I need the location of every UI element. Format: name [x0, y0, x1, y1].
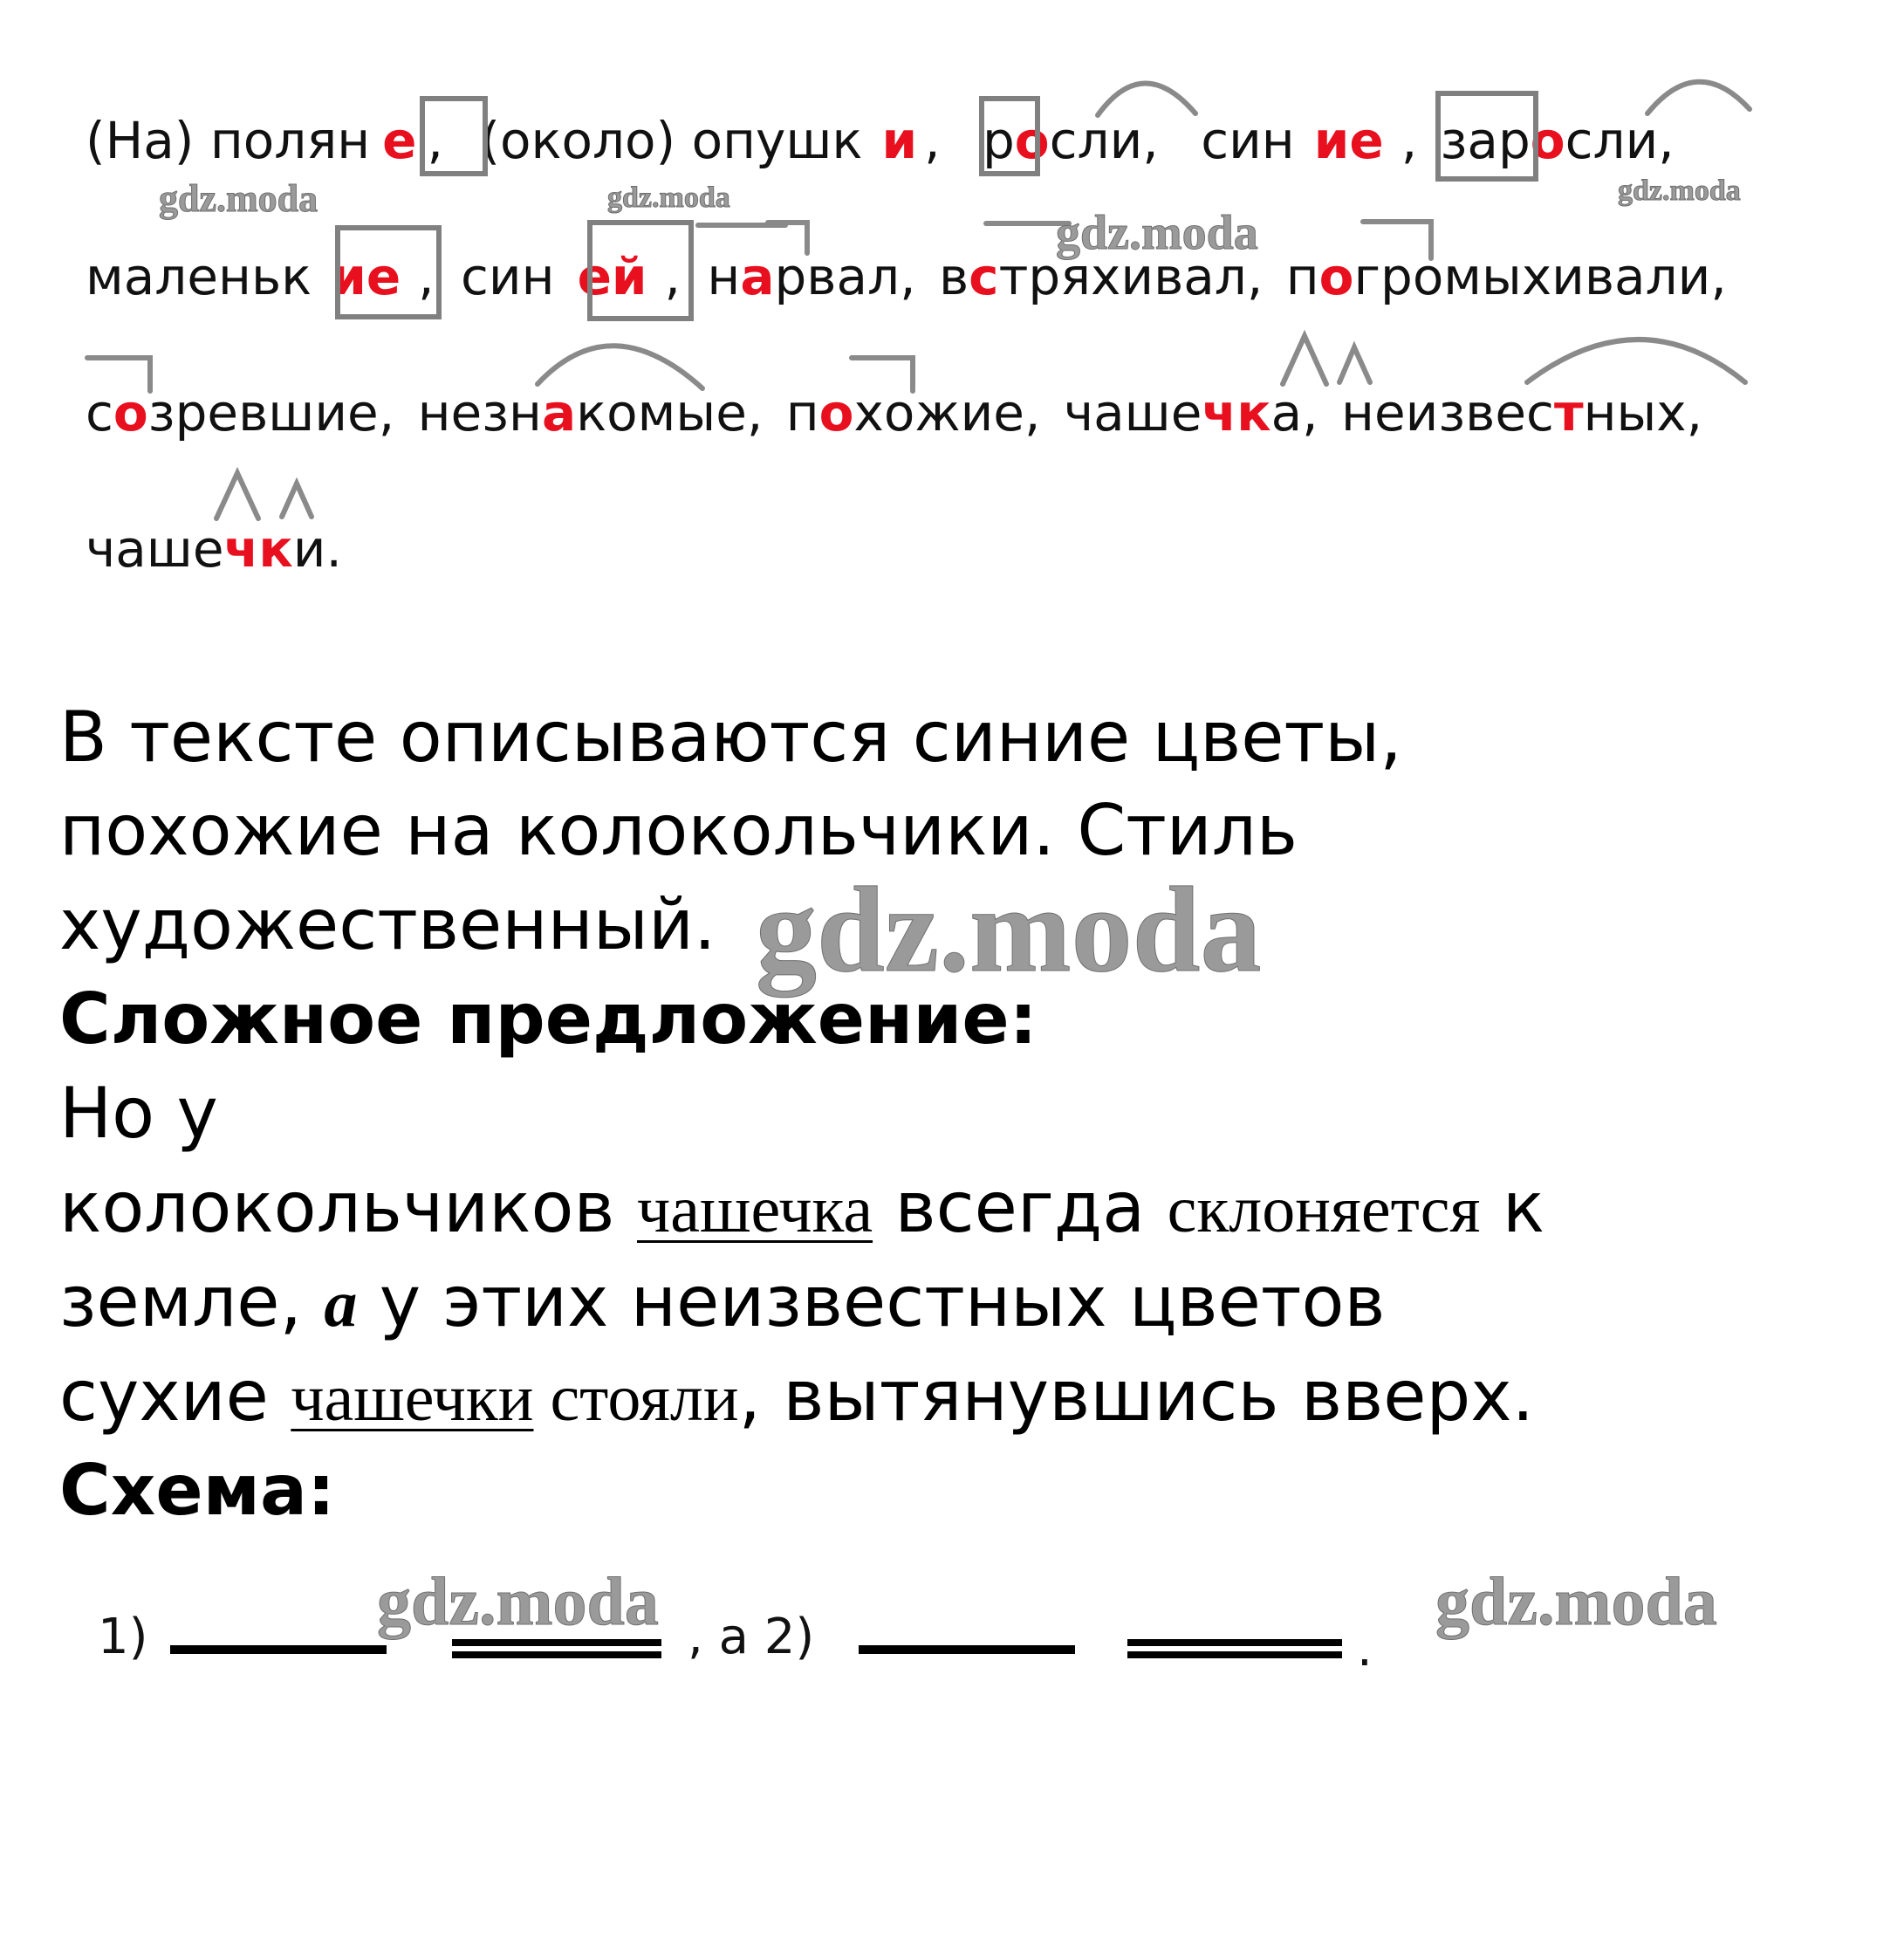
word: зревшие,	[147, 383, 395, 443]
word: и.	[292, 519, 342, 579]
morpheme-marks	[0, 0, 1904, 611]
root-vowel: о	[1014, 111, 1050, 170]
subject-line	[859, 1645, 1075, 1654]
sentence-line-1: Но у	[59, 1073, 218, 1154]
subject-chashechka: чашечка	[637, 1173, 873, 1246]
word: с	[86, 383, 113, 443]
watermark: gdz.moda	[1618, 175, 1741, 207]
predicate-double-line	[452, 1639, 661, 1658]
watermark: gdz.moda	[756, 862, 1262, 998]
conjunction-a: а	[324, 1267, 358, 1341]
word: сли,	[1565, 111, 1675, 170]
prefix-bracket	[87, 358, 150, 391]
prefix-bracket	[1363, 222, 1431, 258]
heading-complex-sentence: Сложное предложение:	[59, 978, 1038, 1060]
word: рвал,	[774, 247, 916, 306]
sentence-word: земле,	[59, 1261, 325, 1342]
watermark: gdz.moda	[607, 182, 730, 214]
ending-highlight: е	[382, 111, 417, 170]
sentence-word: к	[1480, 1167, 1545, 1248]
root-vowel: а	[541, 383, 577, 443]
sentence-word: сухие	[59, 1355, 291, 1437]
description-line-3: художественный.	[59, 884, 716, 965]
alternation-mark	[216, 473, 258, 518]
word: син	[461, 247, 555, 306]
word: незн	[417, 383, 542, 443]
prefix-vowel: о	[818, 383, 854, 443]
word: ,	[418, 247, 435, 306]
watermark: gdz.moda	[159, 177, 318, 220]
description-line-1: В тексте описываются синие цветы,	[59, 696, 1402, 778]
scheme-label-2: , а 2)	[688, 1609, 815, 1665]
word: ,	[924, 111, 941, 170]
word: чаше	[86, 519, 224, 579]
prefix-vowel: о	[1318, 247, 1354, 306]
word: ,	[664, 247, 681, 306]
word: хожие,	[853, 383, 1041, 443]
alternation-consonants: чк	[223, 519, 293, 579]
description-line-2: похожие на колокольчики. Стиль	[59, 790, 1298, 871]
root-arc	[1098, 83, 1195, 115]
prefix-vowel: о	[113, 383, 148, 443]
ending-highlight: ие	[331, 247, 401, 306]
root-arc	[1647, 82, 1750, 113]
word: сли,	[1049, 111, 1159, 170]
root-arc	[538, 346, 702, 388]
root-arc	[1527, 340, 1745, 382]
subject-line	[170, 1645, 387, 1654]
watermark: gdz.moda	[1056, 206, 1258, 260]
scheme-label-1: 1)	[98, 1609, 148, 1665]
word: а,	[1270, 383, 1318, 443]
ending-highlight: ей	[577, 247, 647, 306]
prefix-vowel: а	[740, 247, 775, 306]
sentence-line-3	[59, 1261, 1386, 1342]
sentence-word: у этих неизвестных цветов	[357, 1261, 1386, 1342]
word: н	[707, 247, 741, 306]
word: п	[785, 383, 819, 443]
sentence-word: , вытянувшись вверх.	[738, 1355, 1535, 1437]
alternation-mark	[1283, 336, 1326, 384]
word: громыхивали,	[1353, 247, 1727, 306]
word: (На) полян	[86, 111, 371, 170]
watermark: gdz.moda	[377, 1563, 659, 1639]
root-vowel: о	[1530, 111, 1565, 170]
word: ,	[1401, 111, 1418, 170]
word: ,	[427, 111, 443, 170]
word: п	[1285, 247, 1319, 306]
word: ных,	[1583, 383, 1703, 443]
ending-highlight: и	[881, 111, 918, 170]
predicate-double-line	[1127, 1639, 1342, 1658]
alternation-consonants: чк	[1202, 383, 1271, 443]
word: неизвес	[1341, 383, 1554, 443]
scheme-end-period: .	[1357, 1621, 1373, 1678]
word: маленьк	[86, 247, 312, 306]
word: чаше	[1063, 383, 1202, 443]
prefix-bracket	[852, 358, 913, 391]
prefix-consonant: с	[969, 247, 999, 306]
predicate-sklonyaetsya: склоняется	[1167, 1173, 1481, 1246]
watermark: gdz.moda	[1435, 1563, 1717, 1639]
alternation-mark	[1339, 347, 1370, 382]
sentence-word: колокольчиков	[59, 1167, 637, 1248]
predicate-stoyali: стояли	[533, 1362, 739, 1435]
alternation-mark	[282, 484, 312, 517]
sentence-line-2	[59, 1167, 1545, 1248]
word: зар	[1440, 111, 1531, 170]
word: (около) опушк	[480, 111, 863, 170]
ending-highlight: ие	[1313, 111, 1384, 170]
sentence-word: всегда	[873, 1167, 1168, 1248]
unpronounced-consonant: т	[1553, 383, 1584, 443]
word: в	[938, 247, 969, 306]
word: син	[1201, 111, 1295, 170]
sentence-line-4	[59, 1355, 1535, 1437]
word: тряхивал,	[998, 247, 1264, 306]
subject-chashechki: чашечки	[291, 1362, 534, 1435]
word: р	[982, 111, 1015, 170]
word: комые,	[576, 383, 764, 443]
heading-scheme: Схема:	[59, 1450, 335, 1531]
